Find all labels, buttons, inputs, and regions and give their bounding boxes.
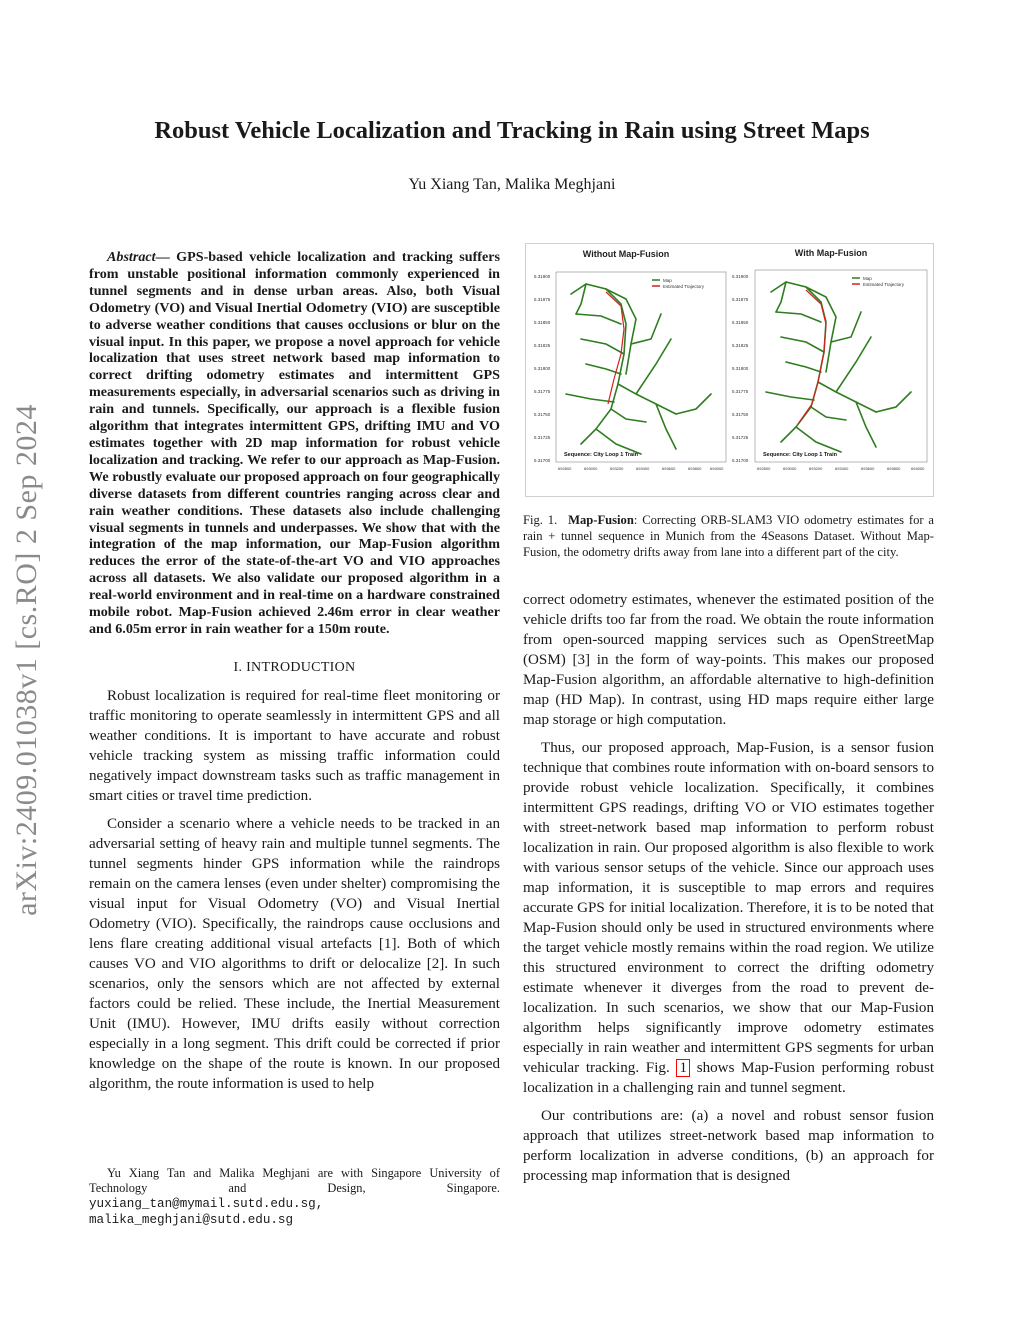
abstract-text: — GPS-based vehicle localization and tracking suffers from unstable positional information commonly experienced in tunnel segments and in dense urban areas. Also, both Visual Odometry (VO) and Visual Inertial Odometry (VIO) are susceptible to adverse weather conditions that causes occlusions or blur on the visual input. In this paper, we propose a novel approach for vehicle localization that uses street network based map information to correct drifting odometry estimates and intermittent GPS measurements especially, in adversarial scenarios such as driving in rain and tunnels. Specifically, our approach is a flexible fusion algorithm that integrates intermittent GPS, drifting IMU and VO estimates together with 2D map information for robust vehicle localization and tracking. We refer to our approach as Map-Fusion. We robustly evaluate our proposed approach on four geographically diverse datasets from different countries ranging across clear and rain weather conditions. These datasets also include challenging visual segments in tunnels and underpasses. We show that with the integration of the map information, our Map-Fusion algorithm reduces the error of the state-of-the-art VO and VIO approaches across all datasets. We also validate our proposed algorithm in a real-world environment and in real-time on a hardware constrained mobile robot. Map-Fusion achieved 2.46m error in clear weather and 6.05m error in rain weather for a 150m route. — [89, 249, 500, 637]
right-plot-frame — [755, 270, 927, 462]
section-heading-introduction: I. INTRODUCTION — [233, 659, 356, 675]
y-tick: 5.31725 — [534, 435, 551, 440]
map-road — [618, 384, 676, 414]
left-panel-title: Without Map-Fusion — [582, 249, 670, 259]
x-tick: 693400 — [636, 466, 650, 471]
legend-map-label: Map — [863, 276, 872, 281]
y-tick: 5.31875 — [534, 297, 551, 302]
map-road — [766, 392, 814, 400]
abstract — [89, 249, 500, 638]
y-tick: 5.31800 — [732, 366, 749, 371]
right-x-ticks — [757, 466, 925, 471]
x-tick: 693000 — [783, 466, 797, 471]
legend-map-label: Map — [663, 278, 672, 283]
x-tick: 693200 — [809, 466, 823, 471]
map-road — [636, 339, 671, 394]
arxiv-id: arXiv:2409.01038v1 [cs.RO] 2 Sep 2024 — [10, 404, 43, 916]
y-tick: 5.31825 — [534, 343, 551, 348]
map-road — [576, 284, 586, 314]
intro-paragraph-2: Consider a scenario where a vehicle needs to be tracked in an adversarial setting of heavy rain and multiple tunnel segments. The tunnel segments hinder GPS information while the raindrops remain on the camera lenses (even under shelter) compromising the visual input for Visual Odometry (VO) and Visual Inertial Odometry (VIO). Specifically, the raindrops cause occlusions and lens flare creating additional visual artefacts [1]. Both of which causes VO and VIO algorithms to drift or delocalize [2]. In such scenarios, only the sensors which are not affected by external factors could be relied. These include, the Inertial Measurement Unit (IMU). However, IMU drifts easily without correction especially in a long segment. This drift could be corrected if prior knowledge on the shape of the route is known. In our proposed algorithm, the route information is used to help — [89, 815, 500, 1092]
y-tick: 5.31775 — [732, 389, 749, 394]
left-y-ticks — [534, 274, 551, 463]
left-x-ticks — [558, 466, 724, 471]
legend-traj-label: Estimated Trajectory — [663, 284, 705, 289]
map-road — [818, 382, 876, 412]
x-tick: 693000 — [584, 466, 598, 471]
map-road — [566, 394, 614, 402]
map-road — [856, 402, 876, 447]
right-paragraph-1: correct odometry estimates, whenever the estimated position of the vehicle drifts too far from the road. We obtain the route information from open-sourced mapping services such as OpenStreetMap (OSM) [3] in the form of way-points. This makes our proposed Map-Fusion algorithm, an affordable alternative to high-definition map (HD Map). In contrast, using HD maps require either large map storage or high computation. — [523, 592, 934, 728]
y-tick: 5.31700 — [534, 458, 551, 463]
left-estimated-trajectory — [606, 292, 624, 404]
figure-reference-link[interactable]: 1 — [676, 1059, 690, 1077]
x-tick: 693600 — [662, 466, 676, 471]
map-road — [811, 407, 846, 420]
right-paragraph-3: Our contributions are: (a) a novel and robust sensor fusion approach that utilizes street-network based map information to perform localization in adverse conditions, (b) an approach for processing map information that is designed — [523, 1108, 934, 1184]
right-sequence-label: Sequence: City Loop 1 Train — [763, 452, 837, 458]
map-road — [611, 409, 646, 422]
legend-traj-label: Estimated Trajectory — [863, 282, 905, 287]
x-tick: 694000 — [710, 466, 724, 471]
x-tick: 693800 — [887, 466, 901, 471]
caption-bold: Map-Fusion — [568, 513, 634, 527]
right-legend — [852, 276, 905, 287]
y-tick: 5.31750 — [732, 412, 749, 417]
right-panel-title: With Map-Fusion — [794, 248, 868, 258]
map-road — [676, 394, 711, 414]
x-tick: 692800 — [558, 466, 572, 471]
map-road — [776, 282, 786, 312]
map-road — [836, 337, 871, 392]
x-tick: 693400 — [835, 466, 849, 471]
figure-1-caption — [523, 512, 934, 560]
map-road — [806, 287, 836, 372]
y-tick: 5.31750 — [534, 412, 551, 417]
map-road — [796, 427, 841, 452]
map-road — [786, 362, 821, 372]
y-tick: 5.31775 — [534, 389, 551, 394]
footnote-emails: yuxiang_tan@mymail.sutd.edu.sg, malika_meghjani@sutd.edu.sg — [89, 1197, 324, 1227]
paper-title: Robust Vehicle Localization and Tracking in Rain using Street Maps — [154, 117, 870, 144]
caption-label: Fig. 1. — [523, 513, 558, 527]
arxiv-stamp — [8, 360, 46, 960]
caption-text: : Correcting ORB-SLAM3 VIO odometry estimates for a rain + tunnel sequence in Munich from the 4Seasons Dataset. Without Map-Fusion, the odometry drifts away from lane into a different part of the city. — [523, 513, 934, 559]
x-tick: 692800 — [757, 466, 771, 471]
map-road — [581, 339, 624, 354]
right-paragraph-2-text: Thus, our proposed approach, Map-Fusion, is a sensor fusion technique that combines route information with on-board sensors to provide robust vehicle localization. Specifically, it combines intermittent GPS readings, drifting VO or VIO estimates together with street-network based map information to perform robust localization in rain. Our proposed algorithm is also flexible to work with various sensor setups of the vehicle. Since our approach uses map information, it is susceptible to map errors and requires accurate GPS for initial localization. Therefore, it is to be noted that Map-Fusion should only be used in structured environments where the target vehicle mostly remains within the road region. We utilize this structured environment to correct the drifting odometry estimate whenever it diverges from the road to prevent de-localization. In such scenarios, we show that our Map-Fusion algorithm helps significantly improve odometry estimates especially in rain weather and intermittent GPS segments for urban vehicular tracking. Fig. — [523, 740, 934, 1076]
right-paragraph-2-tail: shows Map-Fusion performing robust localization in a challenging rain and tunnel segment. — [523, 1060, 935, 1096]
map-road — [656, 404, 676, 449]
y-tick: 5.31725 — [732, 435, 749, 440]
map-road — [781, 337, 824, 352]
x-tick: 693800 — [688, 466, 702, 471]
map-road — [596, 429, 641, 454]
right-y-ticks — [732, 274, 749, 463]
abstract-lead: Abstract — [107, 249, 156, 265]
y-tick: 5.31800 — [534, 366, 551, 371]
x-tick: 693200 — [610, 466, 624, 471]
figure-1-plots — [526, 244, 933, 496]
left-column — [89, 249, 500, 1094]
x-tick: 694000 — [911, 466, 925, 471]
y-tick: 5.31700 — [732, 458, 749, 463]
x-tick: 693600 — [861, 466, 875, 471]
paper-authors: Yu Xiang Tan, Malika Meghjani — [408, 176, 616, 193]
figure-1 — [525, 243, 934, 497]
y-tick: 5.31875 — [732, 297, 749, 302]
right-paragraph-2 — [523, 738, 934, 1098]
right-column — [523, 590, 934, 1186]
intro-paragraph-1: Robust localization is required for real-time fleet monitoring or traffic monitoring to operate seamlessly in intermittent GPS and all weather conditions. It is important to have accurate and robust vehicle tracking system as missing traffic information could negatively impact downstream tasks such as traffic management in smart cities or travel time prediction. — [89, 687, 500, 804]
map-road — [776, 312, 821, 322]
right-estimated-trajectory — [798, 290, 826, 424]
y-tick: 5.31900 — [732, 274, 749, 279]
y-tick: 5.31825 — [732, 343, 749, 348]
y-tick: 5.31850 — [534, 320, 551, 325]
left-legend — [652, 278, 705, 289]
footnote-text: Yu Xiang Tan and Malika Meghjani are with Singapore University of Technology and Design, Singapore. — [89, 1166, 500, 1195]
y-tick: 5.31850 — [732, 320, 749, 325]
map-road — [876, 392, 911, 412]
left-sequence-label: Sequence: City Loop 1 Train — [564, 452, 638, 458]
y-tick: 5.31900 — [534, 274, 551, 279]
author-footnote — [89, 1166, 500, 1228]
map-road — [576, 314, 621, 324]
left-map-network — [566, 284, 711, 454]
right-map-network — [766, 282, 911, 452]
map-road — [606, 289, 636, 374]
